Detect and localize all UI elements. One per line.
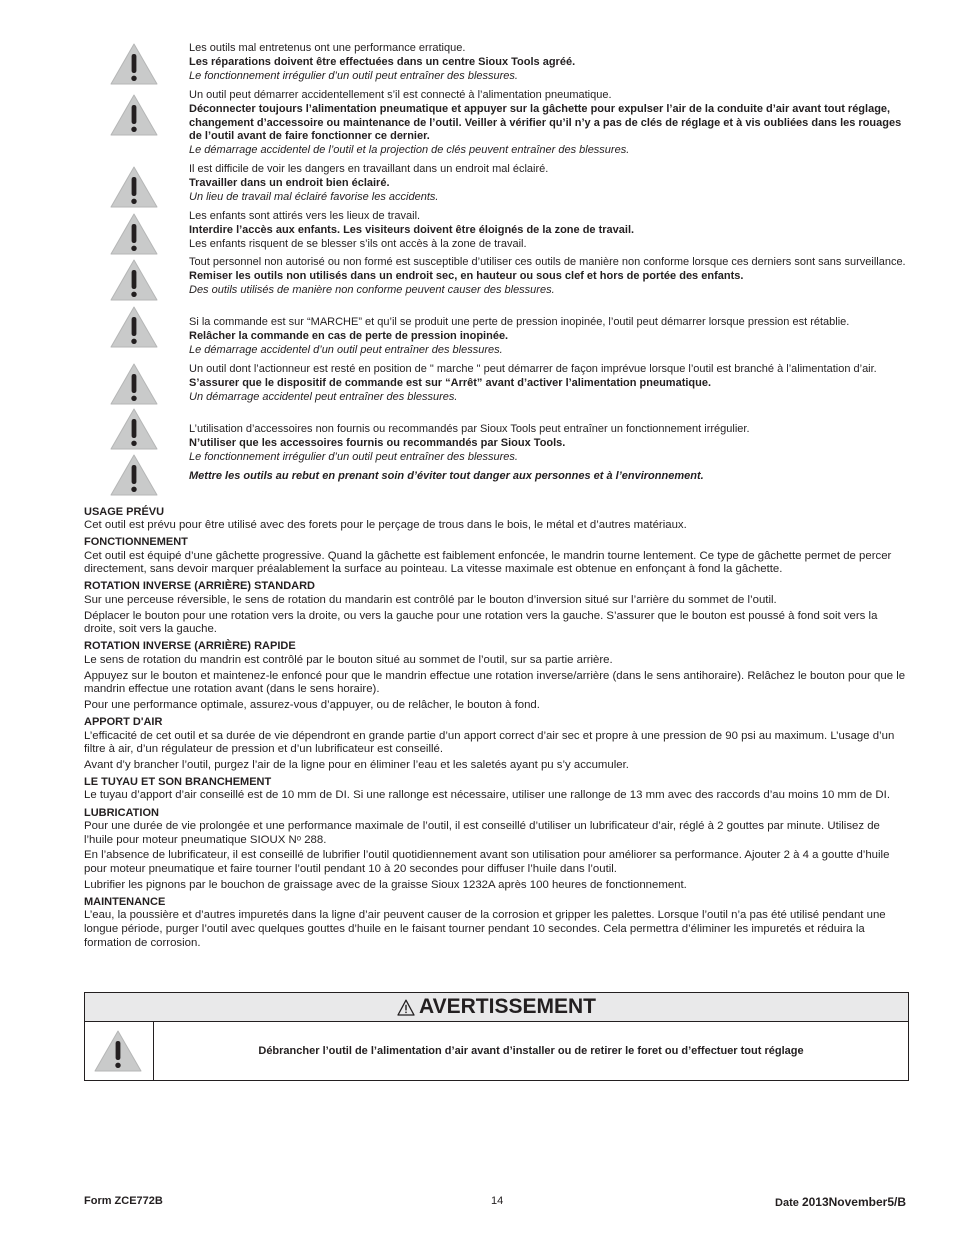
warning-consequence-text: Le démarrage accidentel d’un outil peut entraîner des blessures.: [189, 343, 503, 356]
warning-consequence-text: Des outils utilisés de manière non conforme peuvent causer des blessures.: [189, 283, 555, 296]
warning-block: [189, 470, 914, 484]
section-heading: USAGE PRÉVU: [84, 505, 165, 518]
warning-block: [189, 363, 914, 404]
warning-instruction-text: Relâcher la commande en cas de perte de pression inopinée.: [189, 329, 509, 342]
section-heading: ROTATION INVERSE (ARRIÈRE) STANDARD: [84, 580, 315, 593]
warning-triangle-icon: [110, 43, 158, 85]
section-heading: LUBRICATION: [84, 806, 159, 819]
footer-date: [775, 1195, 906, 1209]
warning-instruction-text: Remiser les outils non utilisés dans un endroit sec, en hauteur ou sous clef et hors de portée des enfants.: [189, 269, 744, 282]
warning-instruction-text: Mettre les outils au rebut en prenant soin d’éviter tout danger aux personnes et à l’environnement.: [189, 470, 704, 482]
warning-instruction-text: N’utiliser que les accessoires fournis ou recommandés par Sioux Tools.: [189, 436, 566, 449]
warning-box-title: AVERTISSEMENT: [419, 995, 596, 1018]
instructions-body: [84, 502, 910, 952]
warning-block: [189, 89, 914, 158]
section-paragraph: L’efficacité de cet outil et sa durée de vie dépendront en grande partie d’un apport correct d’air sec et propre à une pression de 90 psi au maximum. L’usage d’un filtre à air, d’un régulateur de pression et d’un lubrificateur est conseillé.: [84, 729, 895, 756]
warning-box-text: Débrancher l’outil de l’alimentation d’air avant d’installer ou de retirer le foret ou d’effectuer tout réglage: [258, 1045, 804, 1057]
section-heading: MAINTENANCE: [84, 895, 166, 908]
section-paragraph: Appuyez sur le bouton et maintenez-le enfoncé pour que le mandrin effectue une rotation inverse/arrière (dans le sens antihoraire). Relâchez le bouton pour que le mandrin effectue une rotation avant (dans le sens horaire).: [84, 669, 906, 696]
warning-instruction-text: Les réparations doivent être effectuées dans un centre Sioux Tools agréé.: [189, 55, 576, 68]
warning-hazard-text: Il est difficile de voir les dangers en travaillant dans un endroit mal éclairé.: [189, 163, 549, 175]
warning-instruction-text: Interdire l’accès aux enfants. Les visiteurs doivent être éloignés de la zone de travail.: [189, 223, 635, 236]
section-paragraph: Le tuyau d’apport d’air conseillé est de 10 mm de DI. Si une rallonge est nécessaire, utiliser une rallonge de 13 mm avec des raccords d’au moins 10 mm de DI.: [84, 789, 890, 802]
warning-instruction-text: Déconnecter toujours l’alimentation pneumatique et appuyer sur la gâchette pour expulser l’air de la conduite d’air avant tout réglage, changement d’accessoire ou maintenance de l’outil. Veiller à vérifier qu’il n’y a pas de clés de réglage et à vis oubliées dans les rouages de l’outil avant de faire fonctionner ce dernier.: [189, 102, 902, 143]
section-heading: ROTATION INVERSE (ARRIÈRE) RAPIDE: [84, 640, 296, 653]
warning-triangle-small-icon: [397, 999, 415, 1016]
warning-box-header: [85, 993, 908, 1022]
section-paragraph: Lubrifier les pignons par le bouchon de graissage avec de la graisse Sioux 1232A après 100 heures de fonctionnement.: [84, 878, 687, 891]
warning-instruction-text: S’assurer que le dispositif de commande est sur “Arrêt” avant d’activer l’alimentation pneumatique.: [189, 376, 712, 389]
date-value: 2013November5/B: [801, 1195, 906, 1209]
warning-hazard-text: Les enfants sont attirés vers les lieux de travail.: [189, 210, 421, 222]
date-label: Date: [775, 1197, 802, 1209]
warning-triangle-icon: [110, 94, 158, 136]
warning-block: [189, 42, 914, 83]
section-heading: APPORT D'AIR: [84, 716, 163, 728]
warning-consequence-text: Le démarrage accidentel de l’outil et la projection de clés peuvent entraîner des blessures.: [189, 144, 630, 157]
warning-block: [189, 256, 914, 297]
warning-triangle-icon: [110, 306, 158, 348]
section-paragraph: Avant d’y brancher l’outil, purgez l’air de la ligne pour en éliminer l’eau et les saletés ayant pu s’y accumuler.: [84, 758, 629, 771]
warning-block: [189, 210, 914, 251]
warning-box-icon-cell: [85, 1022, 154, 1080]
section-paragraph: Le sens de rotation du mandrin est contrôlé par le bouton situé au sommet de l’outil, sur sa partie arrière.: [84, 653, 613, 666]
warning-consequence-text: Le fonctionnement irrégulier d’un outil peut entraîner des blessures.: [189, 69, 518, 82]
warning-instruction-text: Travailler dans un endroit bien éclairé.: [189, 176, 390, 189]
form-number: Form ZCE772B: [84, 1195, 163, 1207]
section-paragraph: Cet outil est prévu pour être utilisé avec des forets pour le perçage de trous dans le bois, le métal et d’autres matériaux.: [84, 519, 687, 531]
warning-block: [189, 163, 914, 204]
section-paragraph: Pour une performance optimale, assurez-vous d’appuyer, ou de relâcher, le bouton à fond.: [84, 698, 540, 711]
warning-hazard-text: Un outil peut démarrer accidentellement s’il est connecté à l’alimentation pneumatique.: [189, 89, 612, 101]
warning-consequence-text: Un lieu de travail mal éclairé favorise les accidents.: [189, 190, 439, 203]
warning-triangle-icon: [110, 408, 158, 450]
section-paragraph: En l’absence de lubrificateur, il est conseillé de lubrifier l’outil quotidiennement avant son utilisation pour améliorer sa performance. Ajouter 2 à 4 a goutte d’huile pour moteur pneumatique et faire tourner l’outil pendant 10 à 20 secondes pour diffuser l’huile dans l’outil.: [84, 849, 890, 876]
page-number: 14: [491, 1195, 504, 1207]
section-heading: FONCTIONNEMENT: [84, 536, 188, 549]
warning-hazard-text: Un outil dont l’actionneur est resté en position de " marche " peut démarrer de façon imprévue lorsque l’outil est branché à l’alimentation d’air.: [189, 363, 877, 375]
warning-triangle-icon: [110, 259, 158, 301]
warning-triangle-icon: [110, 213, 158, 255]
section-paragraph: Sur une perceuse réversible, le sens de rotation du mandarin est contrôlé par le bouton d’inversion situé sur l’arrière du sommet de l’outil.: [84, 593, 777, 606]
warning-block: [189, 316, 914, 357]
warning-consequence-text: Les enfants risquent de se blesser s’ils ont accès à la zone de travail.: [189, 237, 527, 250]
warning-hazard-text: L’utilisation d’accessoires non fournis ou recommandés par Sioux Tools peut entraîner un fonctionnement irrégulier.: [189, 423, 750, 435]
warning-box: [84, 992, 909, 1081]
section-paragraph: L’eau, la poussière et d’autres impuretés dans la ligne d’air peuvent causer de la corrosion et gripper les palettes. Lorsque l’outil n’a pas été utilisé pendant une longue période, purger l’outil avec quelques gouttes d’huile en le faisant tourner pendant 10 secondes. Cela permettra d’éliminer les impuretés et réduira la formation de corrosion.: [84, 909, 886, 949]
warning-block: [189, 423, 914, 464]
warning-consequence-text: Le fonctionnement irrégulier d’un outil peut entraîner des blessures.: [189, 450, 518, 463]
section-paragraph: Pour une durée de vie prolongée et une performance maximale de l’outil, il est conseillé d’utiliser un lubrificateur d’air, réglé à 2 gouttes par minute. Utilisez de l’huile pour moteur pneumatique SIOUX Nᵒ 288.: [84, 820, 880, 846]
warning-hazard-text: Si la commande est sur “MARCHE” et qu’il se produit une perte de pression inopinée, l’outil peut démarrer lorsque pression est rétablie.: [189, 316, 850, 328]
section-paragraph: Cet outil est équipé d’une gâchette progressive. Quand la gâchette est faiblement enfoncée, le mandrin tourne lentement. Ce type de gâchette permet de percer directement, sans devoir marquer préalablement la surface au pointeau. La vitesse maximale est obtenue en enfonçant à fond la gâchette.: [84, 549, 892, 576]
section-paragraph: Déplacer le bouton pour une rotation vers la droite, ou vers la gauche pour une rotation vers la gauche. S’assurer que le bouton est poussé à fond soit vers la droite, soit vers la gauche.: [84, 609, 878, 636]
warning-triangle-icon: [110, 166, 158, 208]
section-heading: LE TUYAU ET SON BRANCHEMENT: [84, 775, 272, 788]
warning-hazard-text: Les outils mal entretenus ont une performance erratique.: [189, 42, 466, 54]
warning-consequence-text: Un démarrage accidentel peut entraîner des blessures.: [189, 390, 458, 403]
warning-hazard-text: Tout personnel non autorisé ou non formé est susceptible d’utiliser ces outils de manière non conforme lorsque ces derniers sont sans surveillance.: [189, 256, 906, 268]
warning-triangle-icon: [94, 1030, 142, 1072]
warning-triangle-icon: [110, 454, 158, 496]
warning-triangle-icon: [110, 363, 158, 405]
